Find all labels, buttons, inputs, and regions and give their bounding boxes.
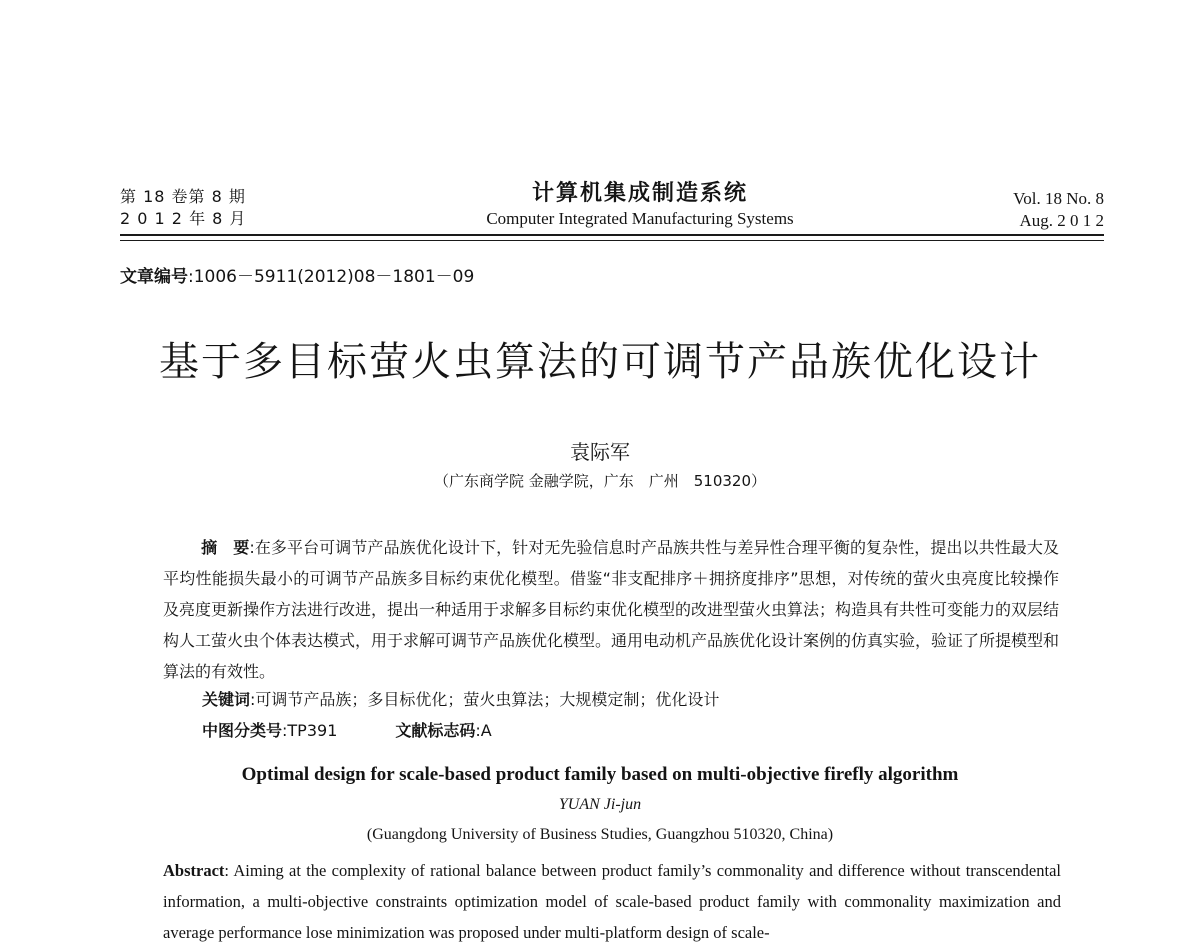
keywords-cn	[202, 687, 719, 710]
classification-line	[202, 718, 492, 741]
author-cn: 袁际军	[570, 440, 630, 464]
doc-code-value: :A	[475, 721, 492, 740]
header-rule-thick	[120, 234, 1104, 236]
publication-date-cn: 2 0 1 2 年 8 月	[120, 209, 247, 228]
running-header-right	[1013, 188, 1104, 232]
article-number-label: 文章编号	[120, 267, 188, 287]
journal-title-cn: 计算机集成制造系统	[531, 181, 748, 206]
doc-code-label: 文献标志码	[395, 721, 476, 740]
publication-date-en: Aug. 2 0 1 2	[1019, 211, 1104, 230]
volume-issue-cn: 第 18 卷第 8 期	[120, 187, 246, 206]
header-rule-thin	[120, 240, 1104, 241]
journal-title-en: Computer Integrated Manufacturing Systems	[486, 209, 794, 228]
running-header-left	[120, 186, 246, 230]
abstract-en-label: Abstract	[163, 861, 225, 880]
abstract-cn-label: 摘 要	[201, 538, 250, 557]
affiliation-cn: （广东商学院 金融学院，广东 广州 510320）	[433, 472, 767, 490]
abstract-cn	[163, 532, 1059, 687]
author-en: YUAN Ji-jun	[558, 796, 642, 813]
affiliation-en: (Guangdong University of Business Studies, Guangzhou 510320, China)	[366, 826, 834, 843]
paper-title-en: Optimal design for scale-based product family based on multi-objective firefly algorithm	[241, 764, 959, 785]
article-number	[120, 262, 474, 287]
keywords-text: :可调节产品族；多目标优化；萤火虫算法；大规模定制；优化设计	[250, 690, 720, 709]
paper-title-cn: 基于多目标萤火虫算法的可调节产品族优化设计	[159, 339, 1041, 385]
clc-label: 中图分类号	[202, 721, 283, 740]
abstract-en-text: : Aiming at the complexity of rational balance between product family’s commonality and difference without transcendental information, a multi-objective constraints optimization model of scale-based product family with commonality maximization and average performance lose minimization was proposed under multi-platform design of scale-	[163, 861, 1061, 942]
volume-issue-en: Vol. 18 No. 8	[1013, 189, 1104, 208]
running-header-center	[420, 180, 860, 230]
abstract-en	[163, 855, 1061, 948]
article-number-value: :1006－5911(2012)08－1801－09	[188, 267, 475, 287]
abstract-cn-text: :在多平台可调节产品族优化设计下，针对无先验信息时产品族共性与差异性合理平衡的复杂性，提出以共性最大及平均性能损失最小的可调节产品族多目标约束优化模型。借鉴“非支配排序＋拥挤度排序”思想，对传统的萤火虫亮度比较操作及亮度更新操作方法进行改进，提出一种适用于求解多目标约束优化模型的改进型萤火虫算法；构造具有共性可变能力的双层结构人工萤火虫个体表达模式，用于求解可调节产品族优化模型。通用电动机产品族优化设计案例的仿真实验，验证了所提模型和算法的有效性。	[163, 538, 1060, 681]
clc-value: :TP391	[282, 721, 338, 740]
keywords-label: 关键词	[202, 690, 251, 709]
